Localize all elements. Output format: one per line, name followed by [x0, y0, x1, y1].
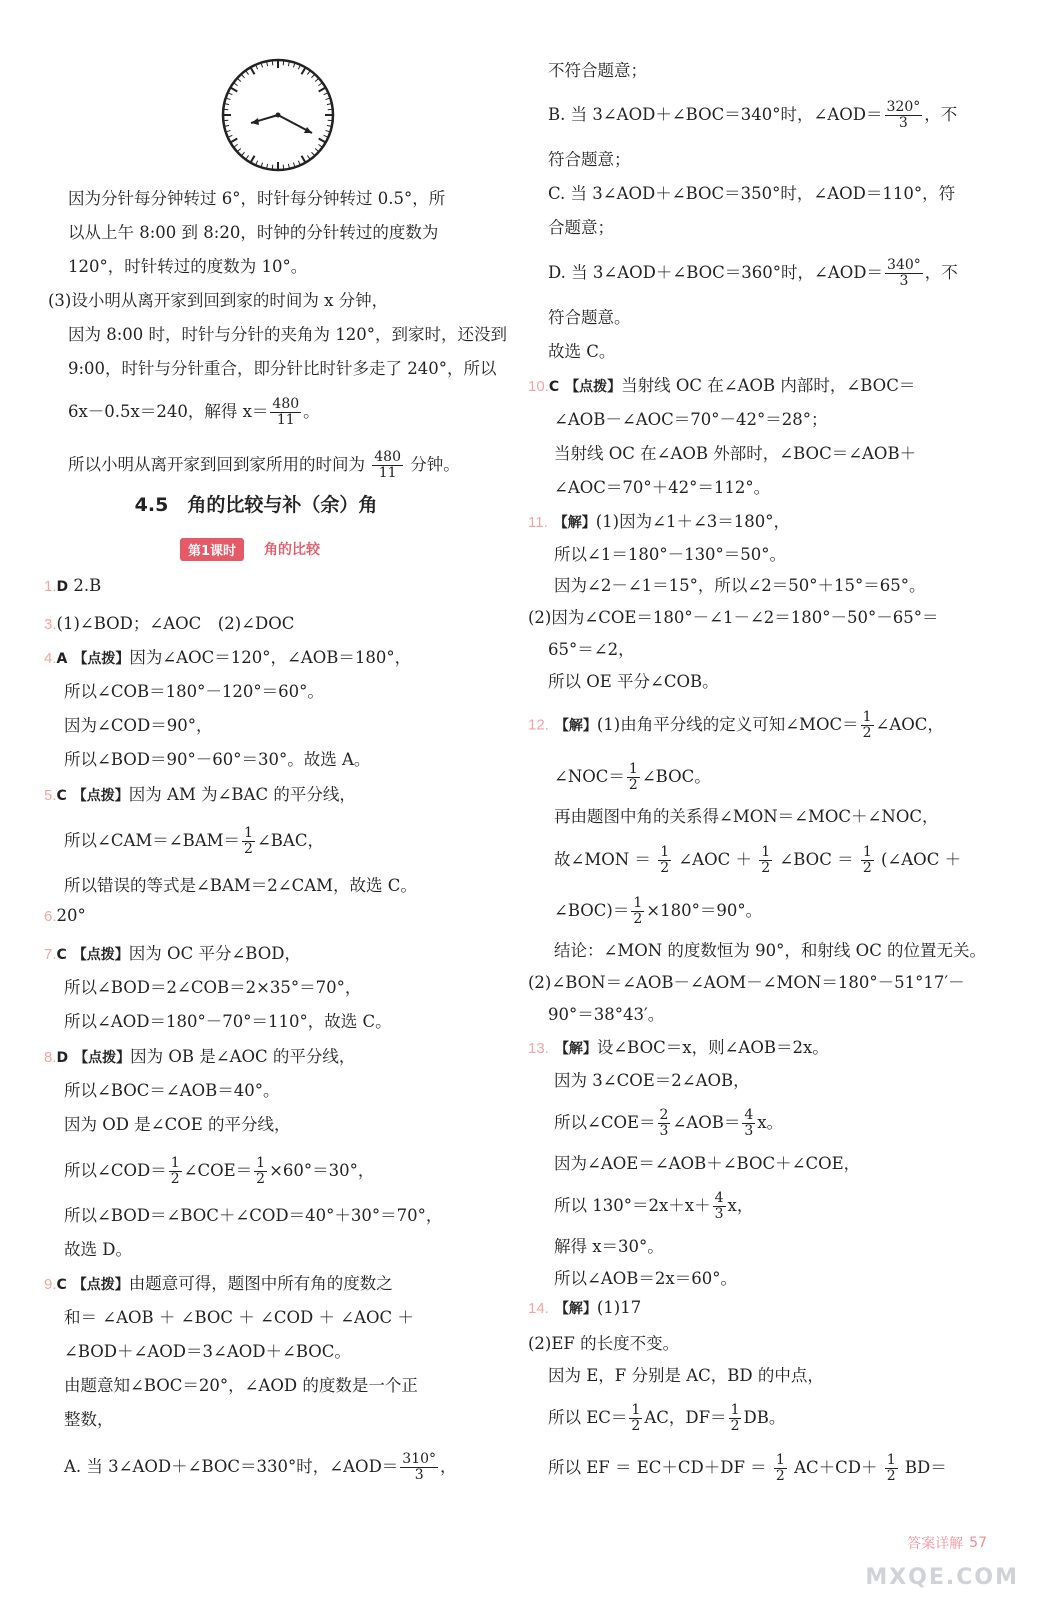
- line-text: 合题意；: [548, 218, 614, 237]
- line-text: (2)EF 的长度不变。: [528, 1334, 680, 1353]
- line-text: 因为∠COD＝90°，: [64, 716, 213, 735]
- right-line: [554, 803, 938, 827]
- left-line: [64, 1077, 280, 1101]
- right-line: [554, 845, 961, 875]
- fraction: $\frac{1}{2}$: [660, 844, 670, 876]
- line-text: 因为∠AOE＝∠AOB＋∠BOC＋∠COE，: [554, 1154, 861, 1173]
- fraction: $\frac{320^\circ}{3}$: [886, 99, 921, 131]
- right-line: [528, 1034, 829, 1058]
- question-number: 4.: [44, 650, 57, 667]
- line-text: 因为 OD 是∠COE 的平分线，: [64, 1115, 291, 1134]
- line-text: (1)∠BOD；∠AOC (2)∠DOC: [56, 614, 295, 633]
- right-line: [548, 258, 958, 288]
- line-text: 故选 D。: [64, 1240, 132, 1259]
- fraction: $\frac{4}{3}$: [744, 1107, 754, 1139]
- hint-label: 【点拨】: [74, 1050, 131, 1066]
- left-line: [68, 219, 438, 243]
- fraction: $\frac{1}{2}$: [862, 709, 872, 741]
- left-line: [64, 1452, 457, 1482]
- line-text: 所以∠BOD＝2∠COB＝2×35°＝70°，: [64, 978, 362, 997]
- left-line: [44, 1270, 393, 1294]
- left-line: [44, 940, 301, 964]
- line-text: 当射线 OC 在∠AOB 外部时，∠BOC＝∠AOB＋: [554, 444, 917, 463]
- right-line: [554, 1191, 753, 1221]
- line-text: 所以∠BOD＝∠BOC＋∠COD＝40°＋30°＝70°，: [64, 1206, 443, 1225]
- left-line: [64, 1338, 351, 1362]
- lesson-name: 角的比较: [264, 542, 321, 558]
- page-number: 57: [969, 1535, 987, 1551]
- right-line: [548, 100, 957, 130]
- page-footer: [907, 1533, 987, 1553]
- left-line: [64, 746, 370, 770]
- right-line: [554, 1108, 783, 1138]
- line-text: (1)17: [596, 1298, 642, 1317]
- question-number: 8.: [44, 1049, 57, 1066]
- line-text: 所以∠COB＝180°－120°＝60°。: [64, 682, 324, 701]
- right-line: [548, 636, 635, 660]
- left-line: [68, 397, 320, 427]
- line-text: A. 当 3∠AOD＋∠BOC＝330°时，∠AOD＝ $\frac{310^\circ}{3}$ ，: [64, 1451, 457, 1483]
- answer-choice: C: [56, 788, 67, 804]
- line-text: ∠BOC)＝ $\frac{1}{2}$ ×180°＝90°。: [554, 895, 763, 927]
- left-line: [64, 1008, 392, 1032]
- answer-choice: D: [56, 579, 69, 595]
- section-title: 4.5 角的比较与补（余）角: [134, 494, 378, 516]
- right-line: [528, 1298, 641, 1318]
- hint-label: 【解】: [553, 515, 596, 531]
- line-text: 所以∠AOB＝2x＝60°。: [554, 1269, 737, 1288]
- right-line: [554, 762, 711, 792]
- right-line: [554, 474, 770, 498]
- hint-label: 【点拨】: [72, 1277, 129, 1293]
- line-text: 因为 E，F 分别是 AC，BD 的中点，: [548, 1366, 824, 1385]
- left-line: [48, 287, 388, 311]
- left-line: [64, 1156, 374, 1186]
- line-text: 由题意可得，题图中所有角的度数之: [128, 1274, 393, 1293]
- line-text: 因为∠2－∠1＝15°，所以∠2＝50°＋15°＝65°。: [554, 576, 926, 595]
- line-text: 整数，: [64, 1410, 114, 1429]
- right-line: [548, 214, 614, 238]
- fraction: $\frac{480}{11}$: [374, 449, 401, 481]
- left-line: [64, 1202, 442, 1226]
- fraction: $\frac{310^\circ}{3}$: [402, 1451, 437, 1483]
- fraction: $\frac{1}{2}$: [244, 825, 253, 857]
- question-number: 3.: [44, 616, 57, 633]
- question-number: 6.: [44, 908, 57, 925]
- right-line: [548, 1001, 664, 1025]
- question-number: 14.: [528, 1300, 549, 1317]
- left-line: [44, 576, 101, 595]
- line-text: 90°＝38°43′。: [548, 1005, 665, 1024]
- right-line: [528, 969, 965, 993]
- line-text: 设∠BOC＝x，则∠AOB＝2x。: [596, 1038, 829, 1057]
- question-number: 7.: [44, 946, 57, 963]
- line-text: 所以 EF ＝ EC＋CD＋DF ＝ $\frac{1}{2}$ AC＋CD＋ $\frac{1}{2}$ BD＝: [548, 1452, 947, 1484]
- left-line: [64, 1372, 418, 1396]
- left-line: [44, 610, 294, 634]
- right-line: [554, 541, 786, 565]
- fraction: $\frac{1}{2}$: [730, 1402, 740, 1434]
- line-text: 因为∠AOC＝120°，∠AOB＝180°，: [129, 648, 412, 667]
- right-line: [554, 1150, 860, 1174]
- fraction: $\frac{2}{3}$: [659, 1107, 669, 1139]
- line-text: 所以 OE 平分∠COB。: [548, 672, 719, 691]
- left-line: [64, 872, 417, 896]
- left-line: [64, 678, 324, 702]
- fraction: $\frac{340^\circ}{3}$: [887, 257, 921, 289]
- line-text: 所以小明从离开家到回到家所用的时间为 $\frac{480}{11}$ 分钟。: [68, 449, 460, 481]
- right-line: [554, 896, 762, 926]
- left-line: [68, 321, 507, 345]
- line-text: 再由题图中角的关系得∠MON＝∠MOC＋∠NOC，: [554, 807, 939, 826]
- right-line: [554, 406, 828, 430]
- line-text: 所以∠CAM＝∠BAM＝ $\frac{1}{2}$ ∠BAC，: [64, 825, 324, 857]
- watermark: MXQE.COM: [865, 1565, 1019, 1590]
- line-text: 因为分针每分钟转过 6°，时针每分钟转过 0.5°，所: [68, 189, 446, 208]
- line-text: 因为 OC 平分∠BOD，: [128, 944, 301, 963]
- fraction: $\frac{1}{2}$: [256, 1155, 266, 1187]
- fraction: $\frac{1}{2}$: [633, 895, 643, 927]
- line-text: 以从上午 8:00 到 8:20，时钟的分针转过的度数为: [68, 223, 439, 242]
- line-text: 不符合题意；: [548, 61, 647, 80]
- line-text: ∠BOD＋∠AOD＝3∠AOD＋∠BOC。: [64, 1342, 351, 1361]
- right-line: [528, 372, 915, 396]
- line-text: 120°，时针转过的度数为 10°。: [68, 257, 308, 276]
- right-line: [548, 180, 955, 204]
- right-line: [548, 146, 631, 170]
- right-line: [528, 1330, 679, 1354]
- line-text: 因为 AM 为∠BAC 的平分线，: [128, 785, 356, 804]
- line-text: 因为 8:00 时，时针与分针的夹角为 120°，到家时，还没到: [68, 325, 508, 344]
- fraction: $\frac{1}{2}$: [862, 844, 872, 876]
- left-line: [44, 1043, 355, 1067]
- right-line: [548, 1362, 824, 1386]
- line-text: 解得 x＝30°。: [554, 1237, 664, 1256]
- line-text: 20°: [56, 906, 86, 925]
- left-line: [64, 826, 324, 856]
- line-text: (2)因为∠COE＝180°－∠1－∠2＝180°－50°－65°＝: [528, 608, 939, 627]
- hint-label: 【解】: [554, 717, 597, 734]
- right-line: [554, 440, 916, 464]
- answer-choice: C: [56, 1277, 67, 1293]
- left-line: [64, 1111, 291, 1135]
- line-text: 故选 C。: [548, 342, 616, 361]
- right-line: [554, 1067, 750, 1091]
- fraction: $\frac{480}{11}$: [272, 396, 300, 428]
- right-line: [528, 508, 790, 532]
- right-line: [548, 668, 719, 692]
- line-text: ∠NOC＝ $\frac{1}{2}$ ∠BOC。: [554, 761, 711, 793]
- left-line: [64, 974, 361, 998]
- answer-choice: C: [56, 947, 67, 963]
- line-text: 所以错误的等式是∠BAM＝2∠CAM，故选 C。: [64, 876, 417, 895]
- left-line: [68, 185, 445, 209]
- left-line: [64, 1236, 132, 1260]
- line-text: ∠AOB－∠AOC＝70°－42°＝28°；: [554, 410, 828, 429]
- answer-choice: A: [56, 651, 68, 667]
- question-number: 9.: [44, 1276, 57, 1293]
- left-line: [64, 1406, 114, 1430]
- hint-label: 【点拨】: [565, 379, 622, 395]
- question-number: 1.: [44, 578, 57, 595]
- right-line: [554, 572, 925, 596]
- right-line: [528, 604, 939, 628]
- lesson-header: [180, 538, 320, 560]
- lesson-badge: 第1课时: [180, 538, 244, 561]
- fraction: $\frac{4}{3}$: [714, 1190, 724, 1222]
- question-number: 11.: [528, 514, 548, 531]
- right-line: [548, 304, 631, 328]
- line-text: (3)设小明从离开家到回到家的时间为 x 分钟，: [48, 291, 389, 310]
- question-number: 10.: [528, 378, 549, 395]
- clock-icon: [218, 55, 338, 175]
- answer-choice: C: [548, 379, 560, 395]
- fraction: $\frac{1}{2}$: [886, 1452, 896, 1484]
- right-line: [548, 1453, 947, 1483]
- line-text: 2.B: [68, 576, 102, 595]
- left-line: [68, 253, 307, 277]
- line-text: 因为 OB 是∠AOC 的平分线，: [130, 1047, 356, 1066]
- right-line: [554, 937, 986, 961]
- right-line: [548, 1403, 785, 1433]
- fraction: $\frac{1}{2}$: [775, 1452, 785, 1484]
- line-text: ∠AOC＝70°＋42°＝112°。: [554, 478, 771, 497]
- hint-label: 【解】: [554, 1041, 597, 1057]
- line-text: 所以 130°＝2x＋x＋ $\frac{4}{3}$ x，: [554, 1190, 754, 1222]
- hint-label: 【点拨】: [72, 947, 129, 963]
- question-number: 13.: [528, 1040, 549, 1057]
- fraction: $\frac{1}{2}$: [761, 844, 771, 876]
- fraction: $\frac{1}{2}$: [170, 1155, 180, 1187]
- line-text: 所以∠BOD＝90°－60°＝30°。故选 A。: [64, 750, 371, 769]
- question-number: 5.: [44, 787, 57, 804]
- right-line: [548, 338, 615, 362]
- line-text: 65°＝∠2，: [548, 640, 635, 659]
- right-line: [554, 1265, 737, 1289]
- line-text: 所以∠COD＝ $\frac{1}{2}$ ∠COE＝ $\frac{1}{2}$ ×60°＝30°，: [64, 1155, 375, 1187]
- line-text: 故∠MON ＝ $\frac{1}{2}$ ∠AOC ＋ $\frac{1}{2}$ ∠BOC ＝ $\frac{1}{2}$ (∠AOC ＋: [554, 844, 962, 876]
- line-text: C. 当 3∠AOD＋∠BOC＝350°时，∠AOD＝110°，符: [548, 184, 956, 203]
- line-text: 当射线 OC 在∠AOB 内部时，∠BOC＝: [621, 376, 916, 395]
- line-text: 所以∠BOC＝∠AOB＝40°。: [64, 1081, 280, 1100]
- question-number: 12.: [528, 716, 549, 734]
- line-text: B. 当 3∠AOD＋∠BOC＝340°时，∠AOD＝ $\frac{320^\circ}{3}$ ，不: [548, 99, 958, 131]
- line-text: 符合题意；: [548, 150, 631, 169]
- line-text: (2)∠BON＝∠AOB－∠AOM－∠MON＝180°－51°17′－: [528, 973, 965, 992]
- fraction: $\frac{1}{2}$: [628, 761, 638, 793]
- line-text: 9:00，时针与分针重合，即分针比时针多走了 240°，所以: [68, 359, 497, 378]
- line-text: (1)因为∠1＋∠3＝180°，: [595, 512, 791, 531]
- right-line: [528, 710, 944, 740]
- right-line: [548, 57, 647, 81]
- hint-label: 【点拨】: [73, 651, 130, 667]
- left-line: [44, 781, 356, 805]
- footer-label: 答案详解: [907, 1536, 964, 1552]
- line-text: 所以∠COE＝ $\frac{2}{3}$ ∠AOB＝ $\frac{4}{3}$ x。: [554, 1107, 784, 1139]
- line-text: 所以∠1＝180°－130°＝50°。: [554, 545, 787, 564]
- right-line: [554, 1233, 664, 1257]
- line-text: 6x－0.5x＝240，解得 x＝ $\frac{480}{11}$ 。: [68, 396, 320, 428]
- line-text: 由题意知∠BOC＝20°，∠AOD 的度数是一个正: [64, 1376, 418, 1395]
- left-line: [68, 355, 497, 379]
- fraction: $\frac{1}{2}$: [631, 1402, 641, 1434]
- left-line: [64, 1304, 414, 1328]
- line-text: (1)由角平分线的定义可知∠MOC＝ $\frac{1}{2}$ ∠AOC，: [596, 709, 944, 741]
- line-text: 和＝ ∠AOB ＋ ∠BOC ＋ ∠COD ＋ ∠AOC ＋: [64, 1308, 414, 1327]
- line-text: 结论：∠MON 的度数恒为 90°，和射线 OC 的位置无关。: [554, 941, 987, 960]
- left-line: [68, 450, 460, 480]
- line-text: D. 当 3∠AOD＋∠BOC＝360°时，∠AOD＝ $\frac{340^\circ}{3}$ ，不: [548, 257, 958, 289]
- left-line: [64, 712, 212, 736]
- line-text: 符合题意。: [548, 308, 631, 327]
- hint-label: 【点拨】: [72, 788, 129, 804]
- line-text: 所以 EC＝ $\frac{1}{2}$ AC，DF＝ $\frac{1}{2}$ DB。: [548, 1402, 786, 1434]
- line-text: 所以∠AOD＝180°－70°＝110°，故选 C。: [64, 1012, 392, 1031]
- answer-choice: D: [56, 1050, 69, 1066]
- line-text: 因为 3∠COE＝2∠AOB，: [554, 1071, 750, 1090]
- left-line: [44, 906, 86, 925]
- hint-label: 【解】: [554, 1301, 597, 1317]
- left-line: [44, 644, 411, 668]
